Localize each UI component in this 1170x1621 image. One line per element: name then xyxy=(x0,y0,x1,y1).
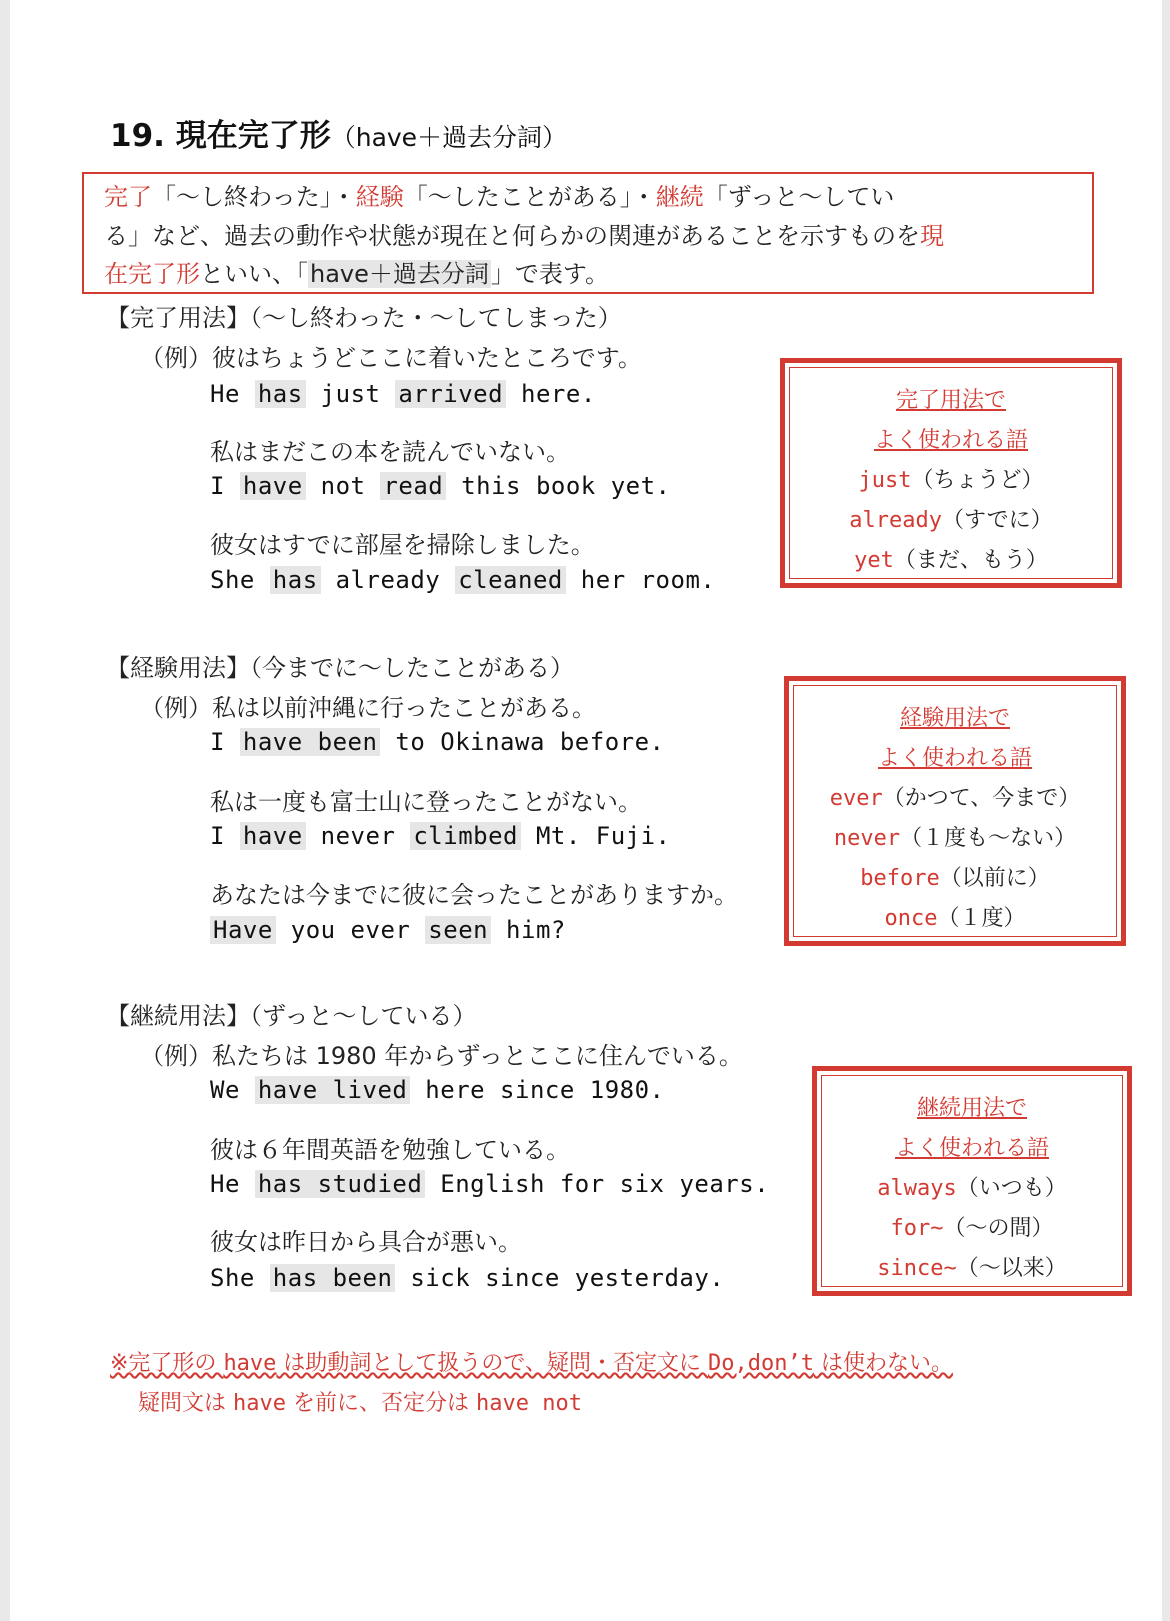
keyword: ever xyxy=(829,786,883,811)
keyword-box-perfect xyxy=(780,358,1122,588)
term-experience: 経験 xyxy=(355,183,404,211)
en-highlight: have lived xyxy=(255,1076,411,1104)
en-highlight: have xyxy=(240,472,306,500)
keyword: once xyxy=(884,906,938,931)
keyword-meaning: （以前に） xyxy=(939,866,1050,891)
keyword-meaning: （いつも） xyxy=(956,1176,1067,1201)
example-en xyxy=(210,1170,769,1198)
en-highlight: has been xyxy=(270,1264,396,1292)
section-heading-perfect: 【完了用法】（～し終わった・～してしまった） xyxy=(106,304,622,332)
note-line-2 xyxy=(138,1386,582,1417)
example-jp: あなたは今までに彼に会ったことがありますか。 xyxy=(210,881,738,909)
term-present-perfect: 現 xyxy=(920,222,944,250)
en-text: He xyxy=(210,380,255,408)
note-text: ※完了形の xyxy=(110,1351,224,1376)
note-keyword: have xyxy=(223,1351,277,1376)
example-en xyxy=(210,728,665,756)
term-present-perfect: 在完了形 xyxy=(104,260,200,288)
page-title xyxy=(110,110,567,155)
example-prefix: （例） xyxy=(140,344,212,372)
en-text: I xyxy=(210,472,240,500)
keyword-item xyxy=(817,1171,1127,1202)
intro-text: 」で表す。 xyxy=(490,260,609,288)
en-text: Mt. Fuji. xyxy=(521,822,671,850)
example-en xyxy=(210,472,671,500)
title-number: 19. xyxy=(110,118,165,154)
en-highlight: seen xyxy=(425,916,491,944)
en-text: English for six years. xyxy=(425,1170,770,1198)
example-jp-text: 彼はちょうどここに着いたところです。 xyxy=(212,344,642,372)
example-en xyxy=(210,566,715,594)
box-heading: 完了用法で xyxy=(895,388,1006,413)
formula-highlight: have＋過去分詞 xyxy=(310,260,489,288)
en-text: not xyxy=(305,472,381,500)
intro-text: る」など、過去の動作や状態が現在と何らかの関連があることを示すものを xyxy=(104,222,920,250)
keyword-meaning: （すでに） xyxy=(942,508,1053,533)
note-keyword: Do,don’t xyxy=(707,1351,814,1376)
box-heading: よく使われる語 xyxy=(873,428,1028,453)
example-jp xyxy=(140,1036,743,1071)
keyword: just xyxy=(858,468,912,493)
example-jp: 彼女は昨日から具合が悪い。 xyxy=(210,1228,522,1256)
worksheet-page xyxy=(10,0,1162,1621)
en-highlight: has xyxy=(270,566,321,594)
keyword-box-continuation xyxy=(812,1066,1132,1296)
en-text: here. xyxy=(506,380,596,408)
keyword-item xyxy=(817,1251,1127,1282)
en-text: She xyxy=(210,566,270,594)
intro-text: といい、「 xyxy=(200,260,308,288)
en-text: you ever xyxy=(275,916,426,944)
en-text: just xyxy=(305,380,396,408)
intro-text: 「～し終わった」・ xyxy=(152,183,356,211)
example-jp: 私は一度も富士山に登ったことがない。 xyxy=(210,788,642,816)
example-prefix: （例） xyxy=(140,1042,212,1070)
title-sub: （have＋過去分詞） xyxy=(330,123,568,152)
keyword-meaning: （ちょうど） xyxy=(911,468,1044,493)
en-text: here since 1980. xyxy=(410,1076,665,1104)
box-heading: 継続用法で xyxy=(916,1096,1027,1121)
en-highlight: arrived xyxy=(395,380,506,408)
note-text: は使わない。 xyxy=(813,1351,953,1376)
keyword-item xyxy=(789,821,1121,852)
example-prefix: （例） xyxy=(140,694,212,722)
keyword: never xyxy=(833,826,901,851)
example-en xyxy=(210,380,596,408)
example-jp-text: 私は以前沖縄に行ったことがある。 xyxy=(212,694,596,722)
note-line-1 xyxy=(110,1346,953,1377)
keyword-meaning: （かつて、今まで） xyxy=(882,786,1081,811)
keyword-meaning: （１度） xyxy=(937,906,1026,931)
box-heading: よく使われる語 xyxy=(894,1136,1049,1161)
intro-text: 「ずっと～してい xyxy=(703,183,895,211)
example-en xyxy=(210,822,671,850)
en-highlight: has xyxy=(255,380,306,408)
intro-box xyxy=(82,172,1094,294)
keyword-item xyxy=(785,463,1117,494)
example-jp: 彼は６年間英語を勉強している。 xyxy=(210,1136,570,1164)
example-jp xyxy=(140,688,596,723)
intro-line-1 xyxy=(104,177,894,212)
en-text: sick since yesterday. xyxy=(395,1264,725,1292)
intro-line-3 xyxy=(104,254,609,289)
keyword-item xyxy=(817,1211,1127,1242)
example-jp-text: 私たちは 1980 年からずっとここに住んでいる。 xyxy=(212,1042,743,1070)
example-en xyxy=(210,1264,724,1292)
en-highlight: Have xyxy=(210,916,276,944)
box-heading: よく使われる語 xyxy=(877,746,1032,771)
example-en xyxy=(210,916,566,944)
en-text: her room. xyxy=(565,566,716,594)
keyword: since~ xyxy=(877,1256,957,1281)
section-heading-experience: 【経験用法】（今までに～したことがある） xyxy=(106,654,574,682)
en-text: I xyxy=(210,728,240,756)
example-en xyxy=(210,1076,665,1104)
keyword: already xyxy=(849,508,943,533)
note-keyword: have xyxy=(233,1391,286,1416)
keyword: yet xyxy=(854,548,894,573)
term-continuation: 継続 xyxy=(655,183,704,211)
section-heading-continuation: 【継続用法】（ずっと～している） xyxy=(106,1002,477,1030)
en-highlight: have been xyxy=(240,728,381,756)
keyword-item xyxy=(785,503,1117,534)
en-highlight: cleaned xyxy=(455,566,566,594)
intro-line-2 xyxy=(104,216,944,251)
keyword: for~ xyxy=(890,1216,944,1241)
en-text: him? xyxy=(491,916,566,944)
keyword: before xyxy=(860,866,940,891)
en-highlight: read xyxy=(380,472,446,500)
example-jp: 彼女はすでに部屋を掃除しました。 xyxy=(210,531,595,559)
en-text: this book yet. xyxy=(446,472,671,500)
keyword-item xyxy=(789,901,1121,932)
en-text: already xyxy=(320,566,456,594)
note-keyword: have not xyxy=(475,1391,582,1416)
keyword-meaning: （～の間） xyxy=(943,1216,1054,1241)
keyword: always xyxy=(877,1176,957,1201)
box-heading: 経験用法で xyxy=(899,706,1010,731)
en-highlight: has studied xyxy=(255,1170,425,1198)
example-jp: 私はまだこの本を読んでいない。 xyxy=(210,438,570,466)
en-text: I xyxy=(210,822,240,850)
keyword-meaning: （１度も～ない） xyxy=(900,826,1077,851)
keyword-item xyxy=(789,861,1121,892)
keyword-item xyxy=(785,543,1117,574)
keyword-meaning: （まだ、もう） xyxy=(893,548,1048,573)
en-text: She xyxy=(210,1264,270,1292)
note-text: は助動詞として扱うので、疑問・否定文に xyxy=(276,1351,708,1376)
keyword-box-experience xyxy=(784,676,1126,946)
note-text: を前に、否定分は xyxy=(285,1391,476,1416)
keyword-item xyxy=(789,781,1121,812)
intro-text: 「～したことがある」・ xyxy=(403,183,656,211)
en-text: never xyxy=(305,822,411,850)
en-text: He xyxy=(210,1170,255,1198)
en-text: to Okinawa before. xyxy=(380,728,665,756)
en-text: We xyxy=(210,1076,255,1104)
keyword-meaning: （～以来） xyxy=(956,1256,1067,1281)
en-highlight: have xyxy=(240,822,306,850)
note-text: 疑問文は xyxy=(138,1391,233,1416)
term-perfect: 完了 xyxy=(104,183,152,211)
en-highlight: climbed xyxy=(410,822,521,850)
example-jp xyxy=(140,338,642,373)
title-main: 現在完了形 xyxy=(175,118,331,154)
